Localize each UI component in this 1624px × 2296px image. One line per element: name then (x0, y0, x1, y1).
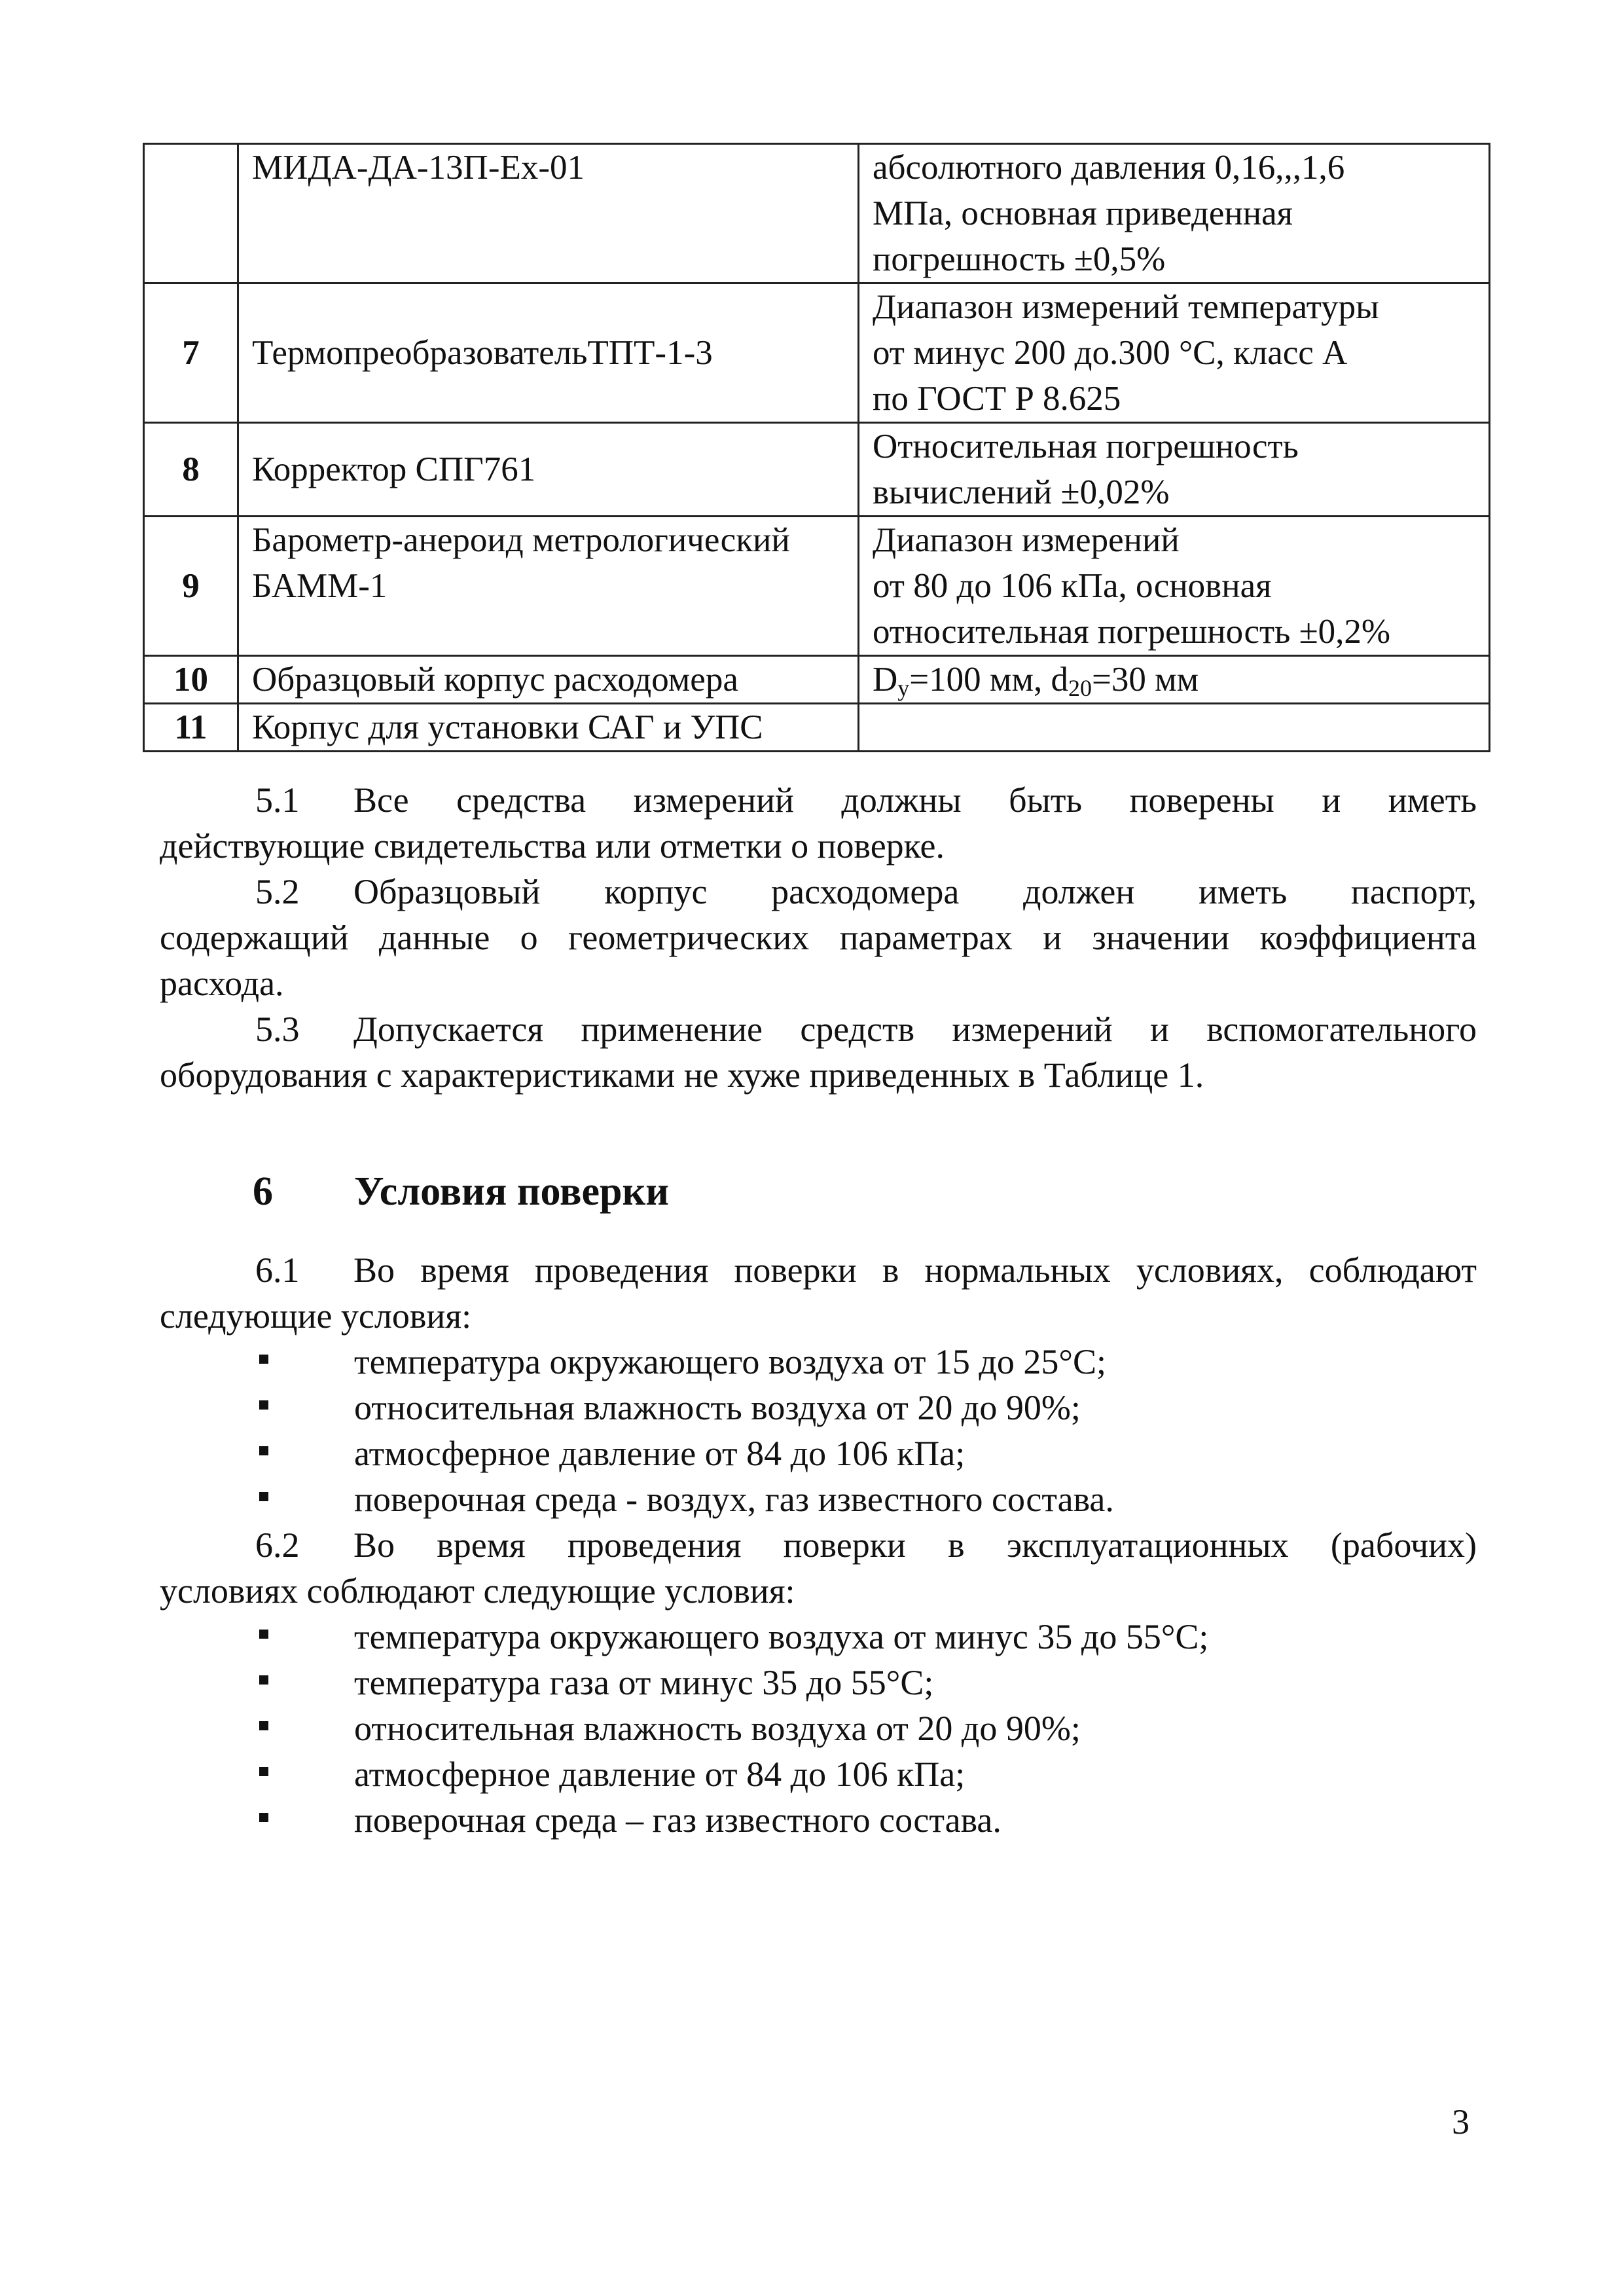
table-row (144, 704, 1490, 752)
row-number: 7 (144, 283, 238, 423)
device-spec (859, 704, 1490, 752)
list-item (253, 1476, 1496, 1522)
paragraph-text: Образцовый корпус расходомера должен иметь паспорт, (353, 872, 1477, 911)
device-spec (859, 423, 1490, 517)
list-item (253, 1705, 1496, 1751)
list-item (253, 1385, 1496, 1430)
bullet-icon (259, 1721, 268, 1730)
paragraph-text: Во время проведения поверки в нормальных условиях, соблюдают (353, 1250, 1477, 1290)
paragraph-5-2-end (160, 960, 1477, 1006)
device-name: МИДА-ДА-13П-Ex-01 (238, 144, 859, 283)
spec-line: Диапазон измерений температуры (873, 288, 1379, 326)
paragraph-line: действующие свидетельства или отметки о поверке. (160, 826, 945, 866)
bullet-icon (259, 1355, 268, 1364)
list-item (253, 1751, 1496, 1797)
paragraph-line (160, 1006, 1477, 1052)
paragraph-line (160, 1522, 1477, 1568)
device-name: ТермопреобразовательТПТ-1-3 (238, 283, 859, 423)
paragraph-line: условиях соблюдают следующие условия: (160, 1571, 795, 1611)
spec-line: МПа, основная приведенная (873, 194, 1293, 232)
list-item-text: атмосферное давление от 84 до 106 кПа; (354, 1434, 965, 1473)
device-spec (859, 144, 1490, 283)
bullet-icon (259, 1767, 268, 1776)
page-number: 3 (1452, 2102, 1470, 2141)
table-row (144, 283, 1490, 423)
list-item-text: температура окружающего воздуха от минус 35 до 55°С; (354, 1617, 1209, 1656)
spec-line: от 80 до 106 кПа, основная (873, 567, 1272, 605)
paragraph-number: 5.3 (255, 1010, 300, 1049)
bullet-icon (259, 1630, 268, 1639)
list-item-text: относительная влажность воздуха от 20 до 90%; (354, 1388, 1081, 1427)
row-number (144, 144, 238, 283)
equipment-table (143, 143, 1490, 752)
paragraph-line (160, 1247, 1477, 1293)
paragraph-line: оборудования с характеристиками не хуже приведенных в Таблице 1. (160, 1055, 1204, 1095)
spec-d20-sub: 20 (1068, 675, 1092, 701)
list-item (253, 1660, 1496, 1705)
table-row (144, 656, 1490, 704)
device-name: Образцовый корпус расходомера (238, 656, 859, 704)
spec-line: относительная погрешность ±0,2% (873, 613, 1391, 651)
device-name: Корректор СПГ761 (238, 423, 859, 517)
spec-line: по ГОСТ Р 8.625 (873, 380, 1121, 418)
paragraph-6-1-cont (160, 1293, 1477, 1339)
spec-line: Относительная погрешность (873, 428, 1299, 465)
list-item-text: поверочная среда - воздух, газ известного состава. (354, 1480, 1114, 1519)
device-spec (859, 656, 1490, 704)
spec-line: погрешность ±0,5% (873, 240, 1166, 278)
paragraph-number: 6.2 (255, 1525, 300, 1565)
paragraph-5-3 (160, 1006, 1477, 1052)
conditions-list-normal (253, 1339, 1496, 1522)
spec-d-sub: y (897, 675, 910, 701)
list-item-text: поверочная среда – газ известного состава. (354, 1800, 1001, 1840)
list-item-text: температура окружающего воздуха от 15 до 25°С; (354, 1342, 1107, 1381)
spec-line: Диапазон измерений (873, 521, 1180, 559)
conditions-list-operational (253, 1614, 1496, 1843)
bullet-icon (259, 1675, 268, 1685)
row-number: 8 (144, 423, 238, 517)
device-name: Корпус для установки САГ и УПС (238, 704, 859, 752)
device-spec (859, 517, 1490, 656)
row-number: 11 (144, 704, 238, 752)
section-title: Условия поверки (354, 1169, 669, 1214)
bullet-icon (259, 1400, 268, 1410)
section-heading (253, 1169, 669, 1215)
name-line: Барометр-анероид метрологический (252, 521, 790, 559)
table-row (144, 144, 1490, 283)
list-item-text: атмосферное давление от 84 до 106 кПа; (354, 1755, 965, 1794)
list-item (253, 1797, 1496, 1843)
spec-line: абсолютного давления 0,16,,,1,6 (873, 149, 1345, 187)
list-item (253, 1430, 1496, 1476)
device-name (238, 517, 859, 656)
table-row (144, 517, 1490, 656)
paragraph-line: содержащий данные о геометрических параметрах и значении коэффициента (160, 918, 1477, 957)
name-line: БАММ-1 (252, 567, 388, 605)
list-item (253, 1614, 1496, 1660)
paragraph-line: следующие условия: (160, 1296, 472, 1336)
paragraph-text: Во время проведения поверки в эксплуатационных (рабочих) (353, 1525, 1477, 1565)
list-item-text: относительная влажность воздуха от 20 до 90%; (354, 1709, 1081, 1748)
paragraph-text: Все средства измерений должны быть поверены и иметь (353, 780, 1477, 820)
paragraph-6-1 (160, 1247, 1477, 1293)
paragraph-5-2 (160, 869, 1477, 915)
section-number: 6 (253, 1169, 273, 1214)
spec-line: вычислений ±0,02% (873, 473, 1170, 511)
paragraph-5-3-cont (160, 1052, 1477, 1098)
spec-d-value: =100 мм, d (909, 661, 1068, 699)
paragraph-line (160, 869, 1477, 915)
device-spec (859, 283, 1490, 423)
paragraph-5-1 (160, 777, 1477, 823)
bullet-icon (259, 1492, 268, 1501)
paragraph-6-2-cont (160, 1568, 1477, 1614)
spec-d20-value: =30 мм (1092, 661, 1199, 699)
paragraph-line (160, 777, 1477, 823)
row-number: 10 (144, 656, 238, 704)
paragraph-6-2 (160, 1522, 1477, 1568)
list-item (253, 1339, 1496, 1385)
paragraph-number: 5.1 (255, 780, 300, 820)
bullet-icon (259, 1813, 268, 1822)
paragraph-number: 6.1 (255, 1250, 300, 1290)
paragraph-number: 5.2 (255, 872, 300, 911)
paragraph-line: расхода. (160, 964, 284, 1003)
list-item-text: температура газа от минус 35 до 55°С; (354, 1663, 934, 1702)
paragraph-5-2-cont (160, 915, 1477, 960)
bullet-icon (259, 1446, 268, 1455)
paragraph-text: Допускается применение средств измерений и вспомогательного (353, 1010, 1477, 1049)
spec-d: D (873, 661, 898, 699)
spec-line: от минус 200 до.300 °С, класс А (873, 334, 1348, 372)
row-number: 9 (144, 517, 238, 656)
paragraph-5-1-cont (160, 823, 1477, 869)
table-row (144, 423, 1490, 517)
